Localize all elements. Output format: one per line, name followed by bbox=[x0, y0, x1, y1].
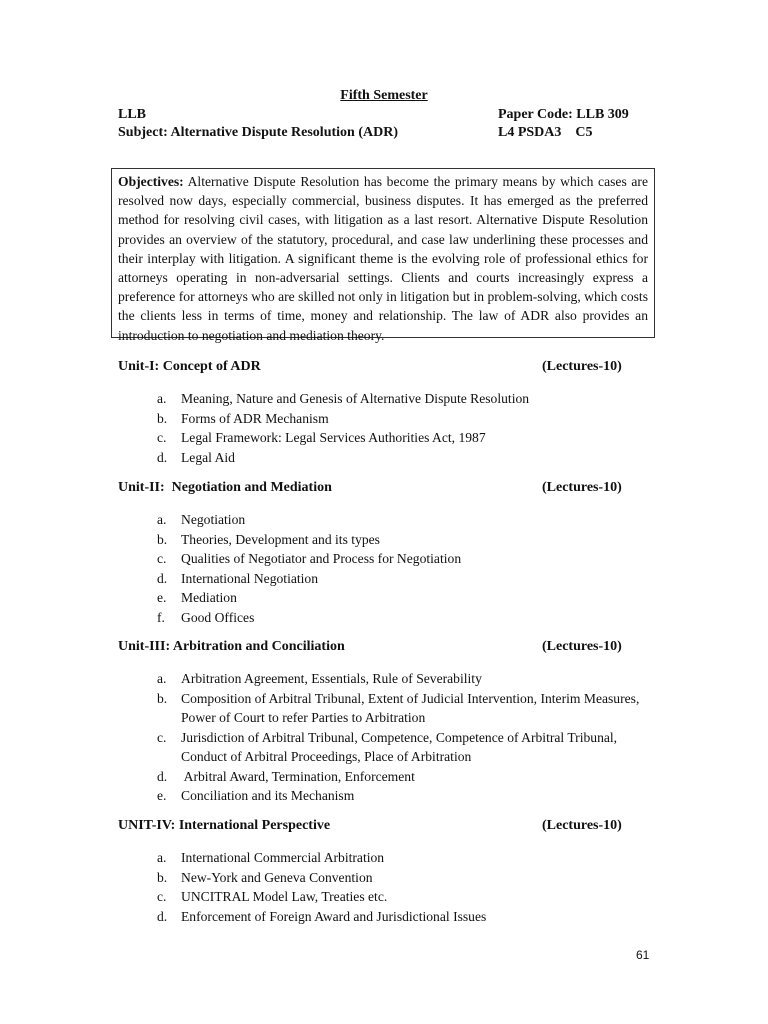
item-marker: a. bbox=[157, 850, 167, 865]
item-text: Arbitration Agreement, Essentials, Rule of Severability bbox=[181, 671, 482, 686]
list-item bbox=[157, 588, 651, 608]
unit-heading bbox=[118, 359, 626, 375]
item-text: UNCITRAL Model Law, Treaties etc. bbox=[181, 889, 388, 904]
program-name: LLB bbox=[118, 107, 147, 122]
objectives-box bbox=[111, 168, 655, 343]
item-text: Conciliation and its Mechanism bbox=[181, 788, 355, 803]
list-item bbox=[157, 608, 651, 628]
unit-title: Unit-I: Concept of ADR bbox=[118, 359, 261, 374]
item-marker: b. bbox=[157, 410, 168, 426]
item-text: Theories, Development and its types bbox=[181, 531, 380, 547]
unit-title: Unit-II: Negotiation and Mediation bbox=[118, 480, 332, 495]
list-item bbox=[157, 728, 651, 767]
credit-code: C5 bbox=[575, 125, 593, 140]
list-item bbox=[157, 448, 651, 468]
item-marker: b. bbox=[157, 690, 168, 706]
item-text: International Commercial Arbitration bbox=[181, 850, 385, 865]
item-marker: d. bbox=[157, 449, 168, 465]
item-text: New-York and Geneva Convention bbox=[181, 869, 373, 885]
item-text: Enforcement of Foreign Award and Jurisdictional Issues bbox=[181, 908, 487, 924]
item-marker: e. bbox=[157, 788, 167, 803]
list-item bbox=[157, 530, 651, 550]
page-number: 61 bbox=[636, 948, 650, 962]
item-text: Good Offices bbox=[181, 609, 255, 625]
item-marker: b. bbox=[157, 869, 168, 885]
list-item bbox=[157, 786, 651, 806]
item-text: Mediation bbox=[181, 590, 237, 605]
item-marker: c. bbox=[157, 729, 167, 745]
list-item bbox=[157, 868, 651, 888]
item-text: Forms of ADR Mechanism bbox=[181, 410, 329, 426]
objectives-text: Alternative Dispute Resolution has become the primary means by which cases are resolved now days, especially commercial, business disputes. It has emerged as the preferred method for resolving civil cases, with litigation as a last resort. Alternative Dispute Resolution provides an overview of the statutory, procedural, and case law underlining these processes and their interplay with litigation. A significant theme is the evolving role of professional ethics for attorneys operating in non-adversarial settings. Clients and courts increasingly express a preference for attorneys who are skilled not only in litigation but in problem-solving, which costs the clients less in terms of time, money and relationship. The law of ADR also provides an introduction to negotiation and mediation theory. bbox=[118, 174, 648, 343]
paper-code: Paper Code: LLB 309 bbox=[498, 107, 629, 122]
item-text: Qualities of Negotiator and Process for Negotiation bbox=[181, 551, 462, 566]
unit-topic-list bbox=[157, 389, 651, 467]
item-text: Legal Framework: Legal Services Authorities Act, 1987 bbox=[181, 430, 486, 445]
unit-lectures: (Lectures-10) bbox=[542, 480, 622, 495]
list-item bbox=[157, 907, 651, 927]
item-marker: d. bbox=[157, 908, 168, 924]
list-item bbox=[157, 389, 651, 409]
item-marker: a. bbox=[157, 512, 167, 527]
item-text: Jurisdiction of Arbitral Tribunal, Competence, Competence of Arbitral Tribunal, Conduct of Arbitral Proceedings, Place of Arbitration bbox=[181, 729, 618, 764]
item-marker: d. bbox=[157, 768, 168, 784]
list-item bbox=[157, 767, 651, 787]
item-text: Legal Aid bbox=[181, 449, 235, 465]
list-item bbox=[157, 549, 651, 569]
semester-title: Fifth Semester bbox=[340, 88, 428, 103]
list-item bbox=[157, 887, 651, 907]
unit-lectures: (Lectures-10) bbox=[542, 818, 622, 833]
list-item bbox=[157, 428, 651, 448]
item-text: Negotiation bbox=[181, 512, 246, 527]
item-marker: c. bbox=[157, 551, 167, 566]
unit-topic-list bbox=[157, 669, 651, 806]
paper-info bbox=[498, 106, 629, 142]
item-marker: a. bbox=[157, 391, 167, 406]
unit-title: UNIT-IV: International Perspective bbox=[118, 818, 331, 833]
list-item bbox=[157, 848, 651, 868]
item-text: Composition of Arbitral Tribunal, Extent of Judicial Intervention, Interim Measures, Power of Court to refer Parties to Arbitration bbox=[181, 690, 640, 725]
item-text: Meaning, Nature and Genesis of Alternative Dispute Resolution bbox=[181, 391, 530, 406]
unit-heading bbox=[118, 480, 626, 496]
objectives-label: Objectives: bbox=[118, 174, 184, 189]
course-info bbox=[118, 106, 398, 142]
item-marker: b. bbox=[157, 531, 168, 547]
unit-lectures: (Lectures-10) bbox=[542, 639, 622, 654]
list-item bbox=[157, 689, 651, 728]
list-item bbox=[157, 510, 651, 530]
subject-name: Subject: Alternative Dispute Resolution (ADR) bbox=[118, 125, 398, 140]
unit-topic-list bbox=[157, 848, 651, 926]
item-marker: f. bbox=[157, 609, 165, 625]
unit-lectures: (Lectures-10) bbox=[542, 359, 622, 374]
item-text: Arbitral Award, Termination, Enforcement bbox=[181, 768, 415, 784]
unit-heading bbox=[118, 818, 626, 834]
list-item bbox=[157, 409, 651, 429]
level-code: L4 PSDA3 bbox=[498, 125, 562, 140]
unit-heading bbox=[118, 639, 626, 655]
item-marker: e. bbox=[157, 590, 167, 605]
unit-topic-list bbox=[157, 510, 651, 627]
item-text: International Negotiation bbox=[181, 570, 319, 586]
list-item bbox=[157, 669, 651, 689]
item-marker: c. bbox=[157, 889, 167, 904]
item-marker: d. bbox=[157, 570, 168, 586]
unit-title: Unit-III: Arbitration and Conciliation bbox=[118, 639, 345, 654]
course-codes bbox=[498, 124, 629, 142]
item-marker: a. bbox=[157, 671, 167, 686]
list-item bbox=[157, 569, 651, 589]
item-marker: c. bbox=[157, 430, 167, 445]
